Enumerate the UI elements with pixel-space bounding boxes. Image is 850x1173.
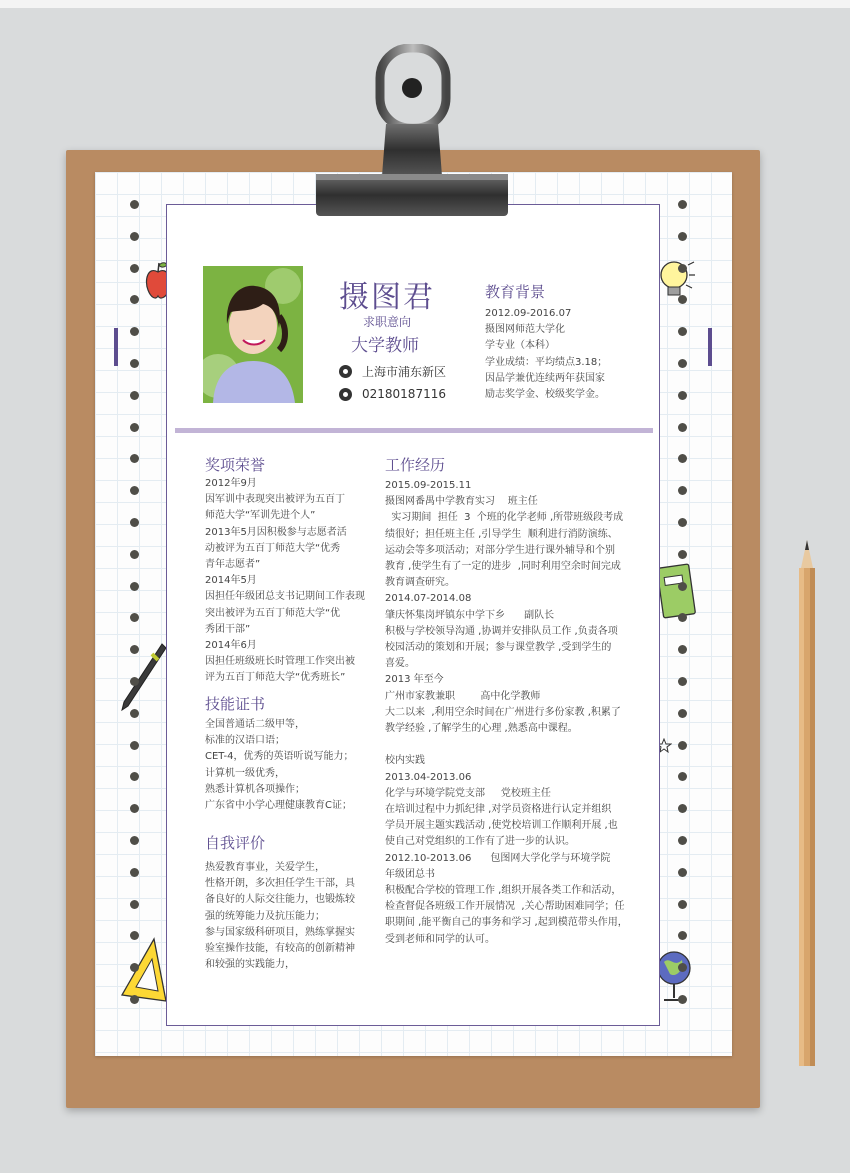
left-accent-bar — [114, 328, 118, 366]
binding-dot — [130, 200, 139, 209]
binding-dot — [678, 709, 687, 718]
work-text: 2015.09-2015.11 摄图网番禺中学教育实习 班主任 实习期间 担任 3 个班的化学老师 ,所带班级段考成 绩很好；担任班主任 ,引导学生 顺利进行消防演练、 运动会等多项活动；对部分学生进行课外辅导和个别 教育 ,使学生有了一定的进步 ,同时利用空余时间完成 教育调查研究。 2014.07-2014.08 肇庆怀集岗坪镇东中学下乡 副队长 积极与学校领导沟通 ,协调并安排队员工作 ,负责各项 校园活动的策划和开展；参与课堂教学 ,受到学生的 喜爱。 2013 年至今 广州市家教兼职 高中化学教师 大二以来 ,利用空余时间在广州进行多份家教 ,积累了 教学经验 ,了解学生的心理 ,熟悉高中课程。 校内实践 2013.04-2013.06 化学与环境学院党支部 党校班主任 在培训过程中力抓纪律 ,对学员资格进行认定并组织 学员开展主题实践活动 ,使党校培训工作顺利开展 ,也 使自己对党组织的工作有了进一步的认识。 2012.10-2013.06 包图网大学化学与环境学院 年级团总书 积极配合学校的管理工作 ,组织开展各类工作和活动， 检查督促各班级工作开展情况 ,关心帮助困难同学；任 职期间 ,能平衡自己的事务和学习 ,起到模范带头作用， 受到老师和同学的认可。 — [385, 480, 628, 945]
binding-dot — [678, 613, 687, 622]
binding-dot — [130, 391, 139, 400]
phone-text: 02180187116 — [362, 387, 446, 401]
set-square-doodle-icon — [118, 935, 170, 1003]
candidate-name: 摄图君 — [339, 280, 435, 315]
binding-dot — [130, 709, 139, 718]
binding-dot — [130, 836, 139, 845]
binding-dot — [130, 613, 139, 622]
resume-sheet — [166, 204, 660, 1026]
work-title: 工作经历 — [385, 456, 446, 474]
skills-title: 技能证书 — [205, 695, 266, 713]
binding-dot — [678, 518, 687, 527]
binding-dot — [678, 900, 687, 909]
awards-text: 2012年9月 因军训中表现突出被评为五百丁 师范大学“军训先进个人” 2013年5月因积极参与志愿者活 动被评为五百丁师范大学“优秀 青年志愿者” 2014年5月 因担任年级团总支书记期间工作表现 突出被评为五百丁师范大学“优 秀团干部” 2014年6月 因担任班级班长时管理工作突出被 评为五百丁师范大学“优秀班长” — [205, 478, 365, 684]
skills-text: 全国普通话二级甲等， 标准的汉语口语； CET-4，优秀的英语听说写能力； 计算机一级优秀， 熟悉计算机各项操作； 广东省中小学心理健康教育C证； — [205, 719, 354, 812]
phone-row — [339, 387, 446, 401]
binding-dot — [678, 868, 687, 877]
left-binding-dots — [130, 200, 140, 1030]
binding-dot — [678, 836, 687, 845]
awards-title: 奖项荣誉 — [205, 456, 266, 474]
pencil — [795, 540, 819, 1070]
binding-dot — [678, 391, 687, 400]
binder-clip — [312, 44, 512, 224]
binding-dot — [678, 359, 687, 368]
binding-dot — [130, 582, 139, 591]
binding-dot — [130, 232, 139, 241]
address-text: 上海市浦东新区 — [362, 365, 447, 379]
education-title: 教育背景 — [485, 283, 546, 301]
binding-dot — [130, 900, 139, 909]
binding-dot — [130, 327, 139, 336]
binding-dot — [130, 264, 139, 273]
binding-dot — [678, 232, 687, 241]
location-icon — [339, 365, 352, 378]
binding-dot — [678, 264, 687, 273]
education-text: 2012.09-2016.07 摄图网师范大学化 学专业（本科） 学业成绩：平均绩点3.18； 因品学兼优连续两年获国家 励志奖学金、校级奖学金。 — [485, 308, 608, 401]
binding-dot — [130, 772, 139, 781]
binding-dot — [678, 295, 687, 304]
binding-dot — [678, 486, 687, 495]
binding-dot — [130, 741, 139, 750]
binding-dot — [130, 931, 139, 940]
self-eval-title: 自我评价 — [205, 834, 266, 852]
profile-photo — [203, 266, 303, 403]
globe-doodle-icon — [656, 938, 696, 1014]
job-intent-label: 求职意向 — [363, 315, 412, 329]
binding-dot — [678, 550, 687, 559]
binding-dot — [678, 995, 687, 1004]
binding-dot — [130, 868, 139, 877]
binding-dot — [678, 423, 687, 432]
binding-dot — [130, 518, 139, 527]
binding-dot — [130, 995, 139, 1004]
right-binding-dots — [678, 200, 688, 1030]
job-intent: 大学教师 — [351, 336, 419, 356]
binding-dot — [678, 582, 687, 591]
binding-dot — [678, 200, 687, 209]
top-strip — [0, 0, 850, 8]
address-row — [339, 363, 446, 380]
binding-dot — [678, 931, 687, 940]
binding-dot — [130, 295, 139, 304]
self-eval-text: 热爱教育事业，关爱学生， 性格开朗，多次担任学生干部，具 备良好的人际交往能力，也锻炼较 强的统筹能力及抗压能力； 参与国家级科研项目，熟练掌握实 验室操作技能，有较高的创新精神 和较强的实践能力， — [205, 862, 355, 971]
binding-dot — [678, 645, 687, 654]
binding-dot — [130, 963, 139, 972]
binding-dot — [130, 486, 139, 495]
binding-dot — [678, 677, 687, 686]
binding-dot — [678, 963, 687, 972]
binding-dot — [130, 550, 139, 559]
notebook-doodle-icon — [656, 560, 698, 624]
binding-dot — [678, 804, 687, 813]
header-divider — [175, 428, 653, 433]
binding-dot — [130, 645, 139, 654]
binding-dot — [678, 772, 687, 781]
binding-dot — [130, 423, 139, 432]
right-accent-bar — [708, 328, 712, 366]
binding-dot — [130, 454, 139, 463]
binding-dot — [678, 327, 687, 336]
binding-dot — [130, 804, 139, 813]
binding-dot — [130, 359, 139, 368]
binding-dot — [130, 677, 139, 686]
binding-dot — [678, 741, 687, 750]
phone-icon — [339, 388, 352, 401]
binding-dot — [678, 454, 687, 463]
lightbulb-doodle-icon — [656, 255, 696, 305]
pen-doodle-icon — [118, 640, 168, 715]
